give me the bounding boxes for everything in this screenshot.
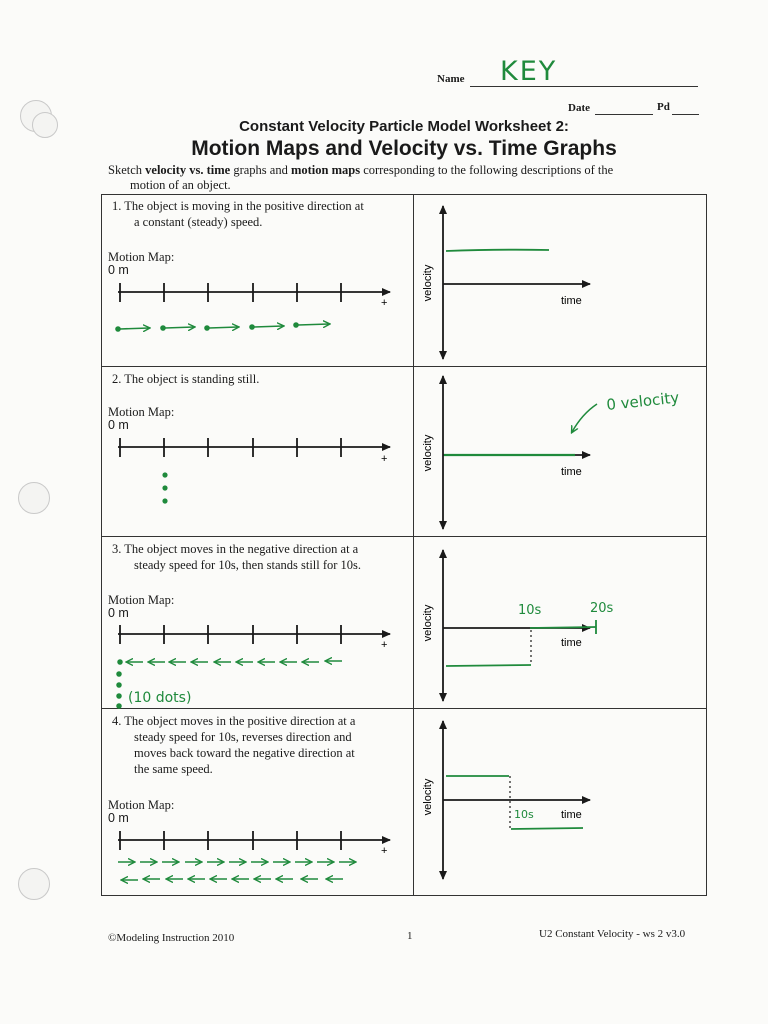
motion-map-axis-1	[118, 283, 390, 302]
ten-dots-note: (10 dots)	[128, 690, 192, 706]
name-label: Name	[437, 73, 465, 85]
velocity-axis-label-3: velocity	[422, 604, 434, 642]
motion-map-axis-2	[118, 438, 390, 457]
question-4-line1: 4. The object moves in the positive direction at a	[112, 714, 356, 728]
q3-10s-label: 10s	[518, 603, 542, 618]
answer-vt-line-4	[446, 776, 583, 829]
instructions-text: graphs and	[230, 163, 291, 177]
vt-graph-axes-4	[443, 721, 590, 879]
motion-map-label-4: Motion Map:	[108, 798, 175, 812]
zero-velocity-note: 0 velocity	[605, 388, 680, 414]
question-2-line1: 2. The object is standing still.	[112, 372, 260, 386]
footer-course: U2 Constant Velocity - ws 2 v3.0	[539, 928, 686, 940]
answer-vt-line-1	[446, 250, 549, 251]
question-4-line4: the same speed.	[134, 762, 213, 776]
footer-page-number: 1	[407, 930, 413, 942]
answer-pointer-arrow	[572, 404, 597, 432]
time-axis-label-1: time	[561, 295, 582, 307]
motion-map-label-2: Motion Map:	[108, 405, 175, 419]
instructions-bold-mm: motion maps	[290, 163, 361, 177]
plus-label-3: +	[381, 639, 388, 651]
answer-motion-map-2	[162, 472, 167, 503]
vt-graph-axes-1	[443, 206, 590, 359]
origin-label-1: 0 m	[108, 263, 129, 277]
origin-label-4: 0 m	[108, 811, 129, 825]
plus-label-1: +	[381, 297, 388, 309]
origin-label-2: 0 m	[108, 418, 129, 432]
question-1-line1: 1. The object is moving in the positive direction at	[112, 199, 364, 213]
question-4-line3: moves back toward the negative direction at	[134, 746, 355, 760]
velocity-axis-label-4: velocity	[422, 778, 434, 816]
instructions-text: Sketch	[108, 163, 146, 177]
velocity-axis-label-2: velocity	[422, 434, 434, 472]
plus-label-4: +	[381, 845, 388, 857]
footer-copyright: ©Modeling Instruction 2010	[108, 932, 235, 944]
motion-map-label-3: Motion Map:	[108, 593, 175, 607]
period-label: Pd	[657, 101, 670, 113]
answer-motion-map-4	[118, 862, 355, 880]
question-3-line2: steady speed for 10s, then stands still for 10s.	[134, 558, 362, 572]
motion-map-label-1: Motion Map:	[108, 250, 175, 264]
time-axis-label-3: time	[561, 637, 582, 649]
q4-10s-label: 10s	[514, 808, 534, 821]
worksheet-title: Motion Maps and Velocity vs. Time Graphs	[191, 137, 617, 160]
instructions-line2: motion of an object.	[130, 178, 231, 192]
question-3-line1: 3. The object moves in the negative direction at a	[112, 542, 359, 556]
question-4-line2: steady speed for 10s, reverses direction and	[134, 730, 352, 744]
q3-20s-label: 20s	[590, 601, 614, 616]
vt-graph-axes-3	[443, 550, 590, 701]
motion-map-axis-4	[118, 831, 390, 850]
origin-label-3: 0 m	[108, 606, 129, 620]
date-label: Date	[568, 102, 590, 114]
instructions-text: corresponding to the following descriptions of the	[360, 163, 614, 177]
time-axis-label-2: time	[561, 466, 582, 478]
time-axis-label-4: time	[561, 809, 582, 821]
velocity-axis-label-1: velocity	[422, 264, 434, 302]
answer-motion-map-1	[116, 323, 329, 331]
name-value: KEY	[500, 56, 558, 87]
motion-map-axis-3	[118, 625, 390, 644]
instructions-bold-vt: velocity vs. time	[145, 163, 231, 177]
worksheet-subtitle: Constant Velocity Particle Model Worksheet 2:	[239, 118, 569, 135]
vt-graph-axes-2	[443, 376, 590, 529]
question-1-line2: a constant (steady) speed.	[134, 215, 263, 229]
plus-label-2: +	[381, 453, 388, 465]
